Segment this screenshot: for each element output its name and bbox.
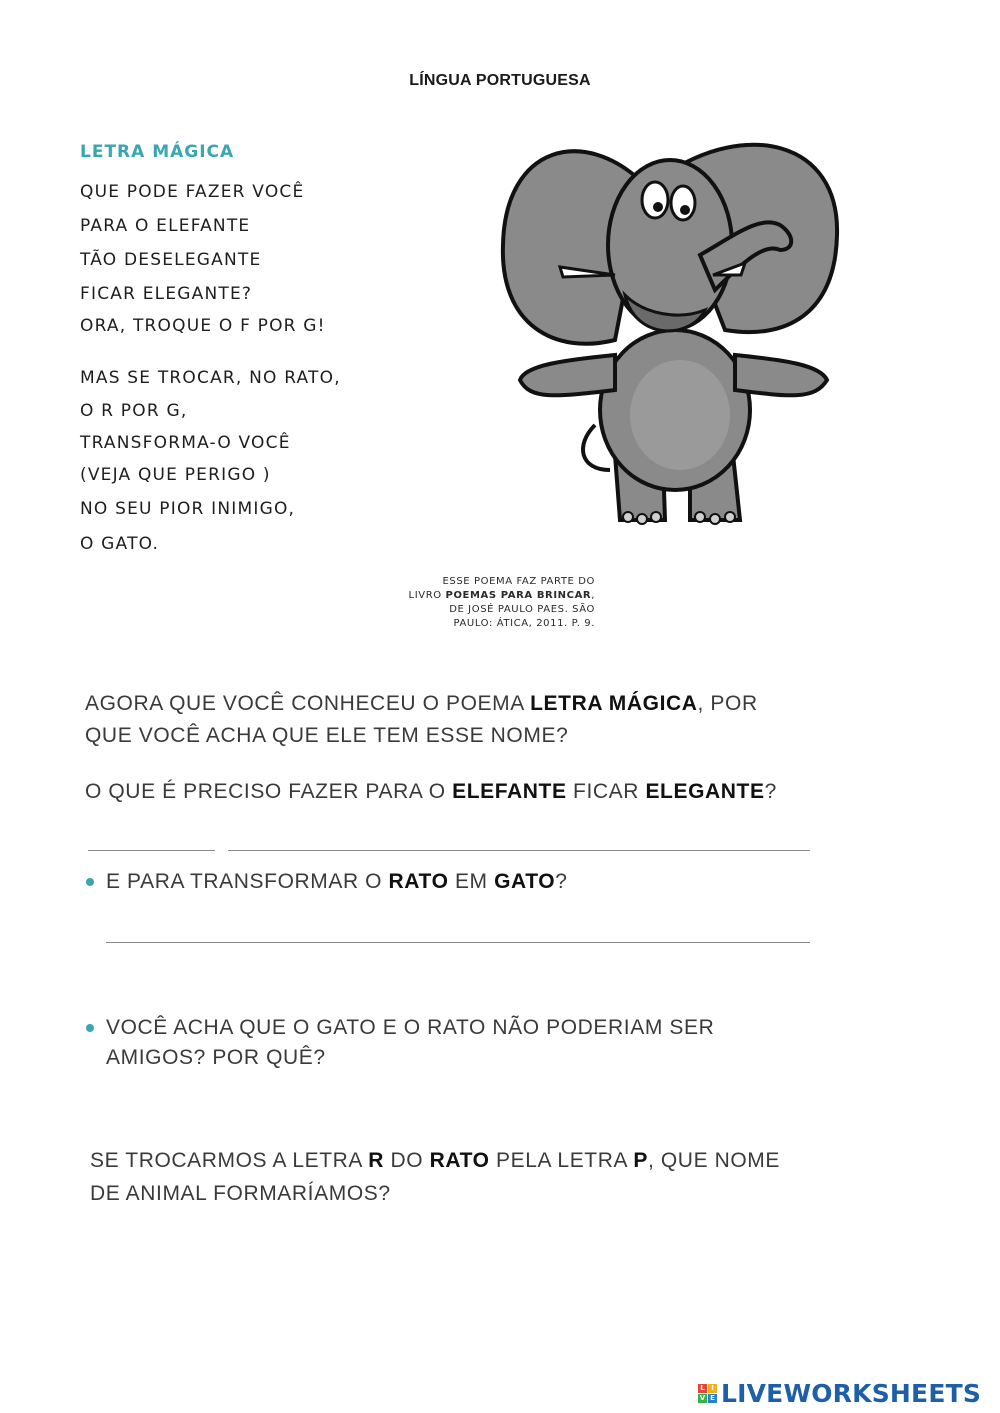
poem-line: O R POR G,	[80, 401, 188, 421]
answer-line[interactable]	[88, 850, 215, 851]
poem-line: O GATO.	[80, 534, 160, 554]
bullet-icon	[86, 1024, 94, 1032]
citation-line: DE JOSÉ PAULO PAES. SÃO	[449, 604, 595, 615]
liveworksheets-logo[interactable]	[698, 1378, 981, 1408]
citation-line: LIVRO POEMAS PARA BRINCAR,	[408, 590, 595, 601]
citation-line: PAULO: ÁTICA, 2011. P. 9.	[453, 618, 595, 629]
poem-line: TRANSFORMA-O VOCÊ	[80, 433, 291, 453]
answer-line[interactable]	[228, 850, 810, 851]
question-1: AGORA QUE VOCÊ CONHECEU O POEMA LETRA MÁGICA, POR	[85, 692, 758, 715]
citation-line: ESSE POEMA FAZ PARTE DO	[442, 576, 595, 587]
poem-line: PARA O ELEFANTE	[80, 216, 251, 236]
page-header: LÍNGUA PORTUGUESA	[409, 72, 591, 89]
question-1-line-2: QUE VOCÊ ACHA QUE ELE TEM ESSE NOME?	[85, 724, 569, 747]
question-5: SE TROCARMOS A LETRA R DO RATO PELA LETRA P, QUE NOME	[90, 1149, 781, 1172]
poem-line: FICAR ELEGANTE?	[80, 284, 253, 304]
poem-line: QUE PODE FAZER VOCÊ	[80, 182, 305, 202]
question-3: E PARA TRANSFORMAR O RATO EM GATO?	[106, 870, 568, 893]
logo-icon: L I V E	[698, 1384, 717, 1403]
poem-line: ORA, TROQUE O F POR G!	[80, 316, 326, 336]
question-4: VOCÊ ACHA QUE O GATO E O RATO NÃO PODERIAM SER	[106, 1016, 715, 1039]
question-5-line-2: DE ANIMAL FORMARÍAMOS?	[90, 1182, 391, 1205]
question-4-line-2: AMIGOS? POR QUÊ?	[106, 1046, 326, 1069]
poem-line: NO SEU PIOR INIMIGO,	[80, 499, 296, 519]
elephant-illustration	[495, 125, 845, 535]
poem-line: MAS SE TROCAR, NO RATO,	[80, 368, 341, 388]
poem-line: (VEJA QUE PERIGO )	[80, 465, 271, 485]
question-2: O QUE É PRECISO FAZER PARA O ELEFANTE FICAR ELEGANTE?	[85, 780, 777, 803]
citation	[380, 575, 595, 631]
poem-line: TÃO DESELEGANTE	[80, 250, 262, 270]
poem-title: LETRA MÁGICA	[80, 142, 235, 162]
bullet-icon	[86, 878, 94, 886]
answer-line[interactable]	[106, 942, 810, 943]
logo-text: LIVEWORKSHEETS	[721, 1378, 982, 1408]
